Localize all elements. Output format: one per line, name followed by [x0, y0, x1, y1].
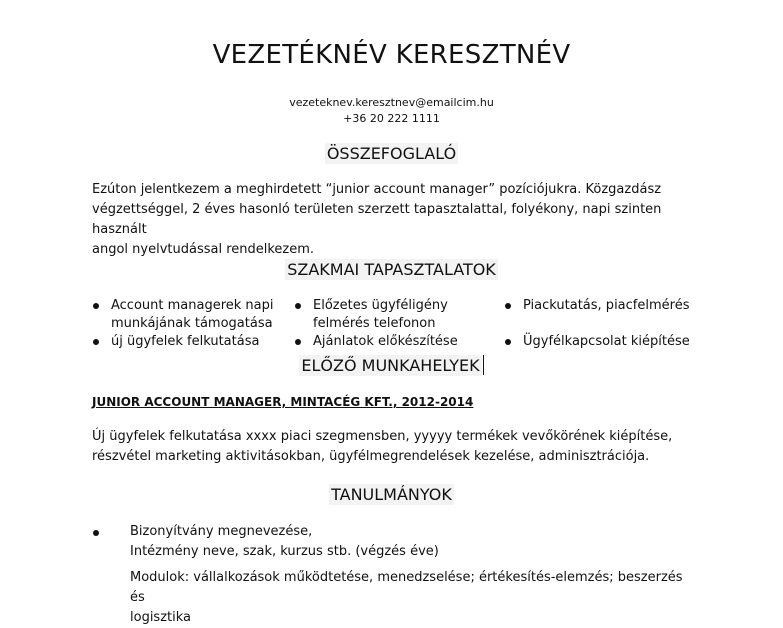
skill-text: Ajánlatok előkészítése: [313, 334, 458, 349]
bullet-icon: [295, 339, 301, 345]
skill-text: Account managerek napi: [111, 298, 274, 313]
text-cursor: [483, 355, 484, 375]
education-heading: TANULMÁNYOK: [331, 485, 452, 504]
resume-name: VEZETÉKNÉV KERESZTNÉV: [212, 40, 571, 70]
skills-heading: SZAKMAI TAPASZTALATOK: [287, 260, 496, 279]
job-title: JUNIOR ACCOUNT MANAGER, MINTACÉG KFT., 2012-2014: [92, 395, 474, 409]
skill-item: [523, 333, 703, 351]
job-line: részvétel marketing aktivitásokban, ügyfélmegrendelések kezelése, adminisztrációja.: [92, 449, 650, 464]
summary-line: angol nyelvtudással rendelkezem.: [92, 242, 315, 257]
bullet-icon: [505, 303, 511, 309]
job-description: [92, 427, 692, 467]
skill-text: Előzetes ügyféligény: [313, 298, 448, 313]
education-line: Intézmény neve, szak, kurzus stb. (végzés éve): [130, 544, 439, 559]
skill-item: [111, 333, 281, 351]
contact-email: vezeteknev.keresztnev@emailcim.hu: [289, 96, 494, 109]
job-line: Új ügyfelek felkutatása xxxx piaci szegmensben, yyyyy termékek vevőkörének kiépítése,: [92, 429, 673, 444]
skill-item: [313, 333, 483, 351]
education-modules: Modulok: vállalkozások működtetése, menedzselése; értékesítés-elemzés; beszerzés és: [130, 570, 683, 605]
skill-text: Ügyfélkapcsolat kiépítése: [523, 334, 690, 349]
bullet-icon: [505, 339, 511, 345]
summary-heading: ÖSSZEFOGLALÓ: [326, 144, 457, 163]
skill-text: Piackutatás, piacfelmérés: [523, 298, 690, 313]
skill-text: munkájának támogatása: [111, 316, 273, 331]
summary-line: Ezúton jelentkezem a meghirdetett “junior account manager” pozíciójukra. Közgazdász: [92, 182, 662, 197]
skill-item: [313, 297, 483, 333]
bullet-icon: [93, 303, 99, 309]
skill-text: új ügyfelek felkutatása: [111, 334, 260, 349]
contact-phone: +36 20 222 1111: [343, 112, 440, 125]
education-modules: logisztika: [130, 610, 192, 625]
summary-line: végzettséggel, 2 éves hasonló területen szerzett tapasztalattal, folyékony, napi szinten használt: [92, 202, 662, 237]
skill-text: felmérés telefonon: [313, 316, 436, 331]
education-line: Bizonyítvány megnevezése,: [130, 524, 313, 539]
skill-item: [111, 297, 281, 333]
summary-paragraph: [92, 180, 692, 260]
jobs-heading[interactable]: ELŐZŐ MUNKAHELYEK: [0, 355, 783, 375]
skill-item: [523, 297, 703, 315]
education-entry: [130, 522, 690, 628]
bullet-icon: [93, 339, 99, 345]
bullet-icon: [295, 303, 301, 309]
bullet-icon: [93, 530, 99, 536]
